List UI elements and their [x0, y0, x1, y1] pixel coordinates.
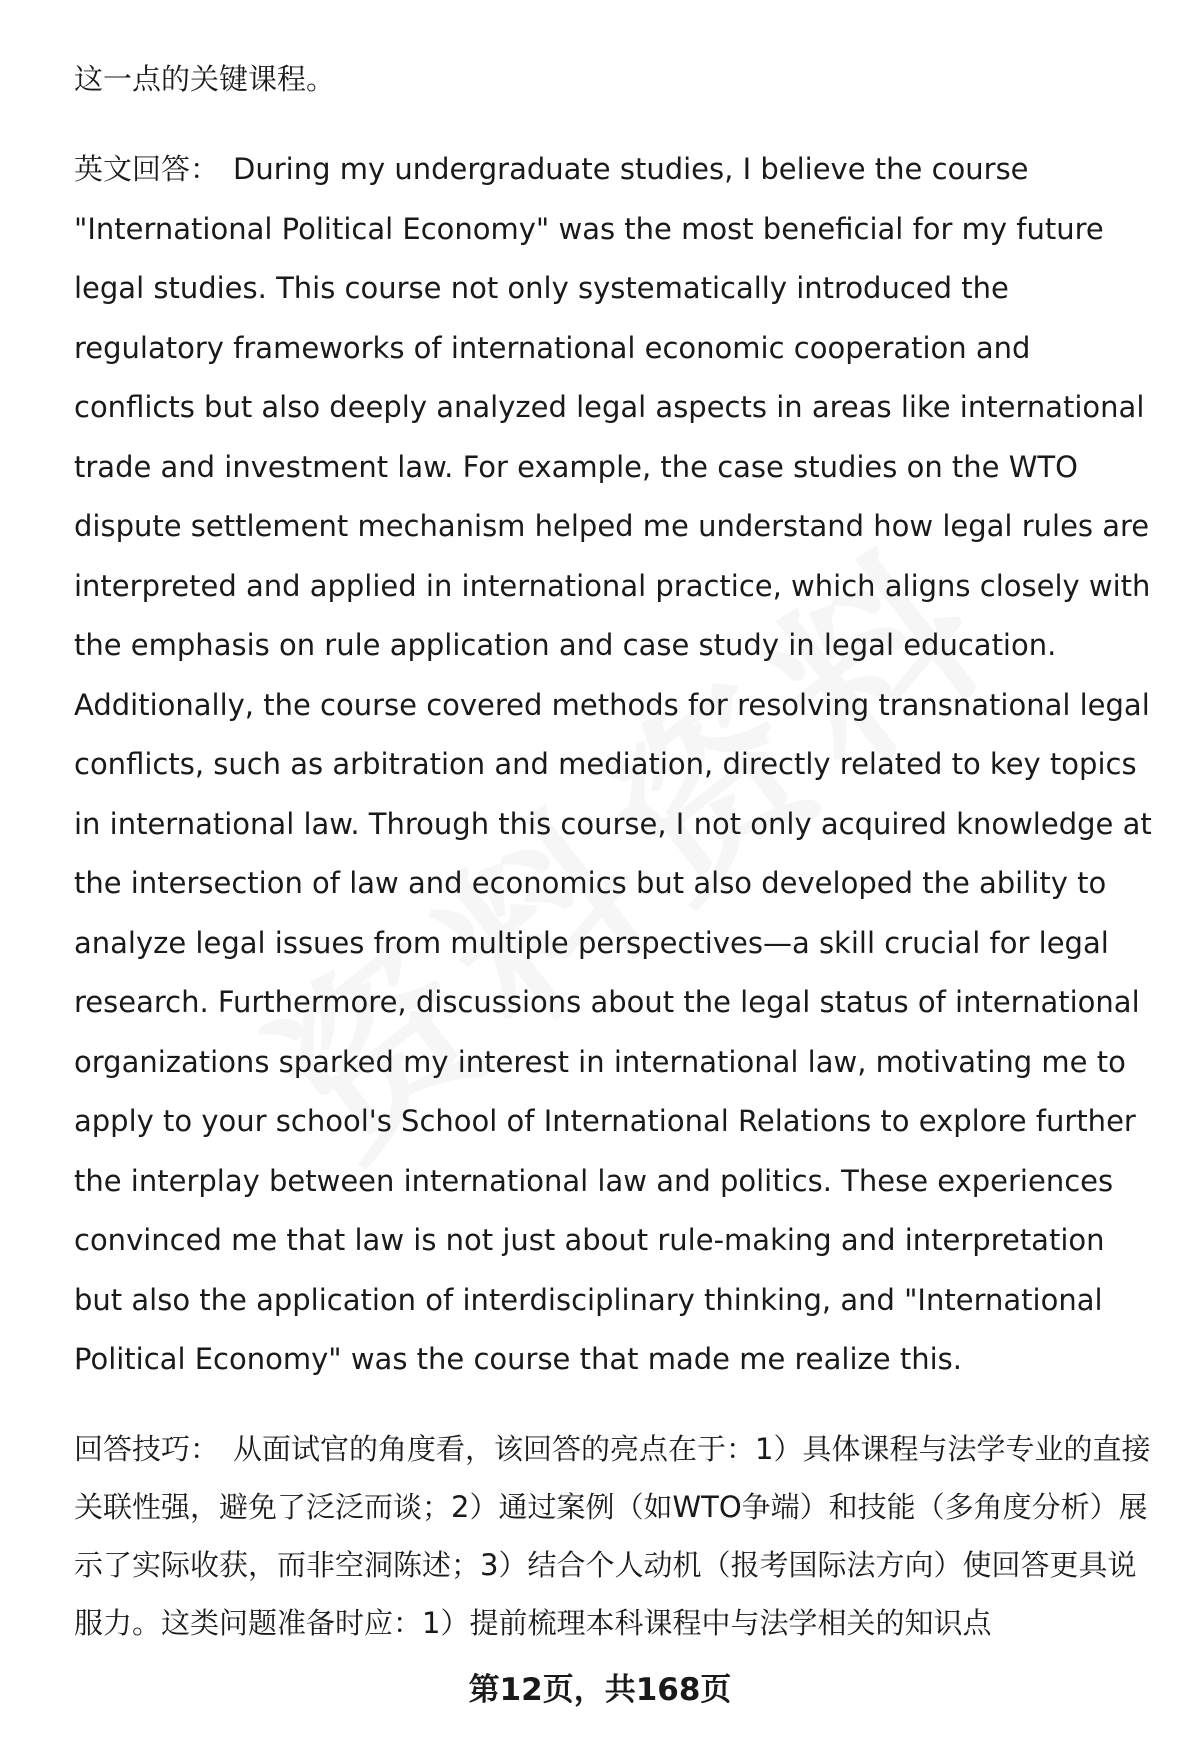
answer-tips-paragraph — [74, 1420, 1154, 1652]
page-number-footer: 第12页，共168页 — [468, 1672, 732, 1708]
answer-tips-label: 回答技巧： — [74, 1432, 220, 1466]
english-answer-label: 英文回答： — [74, 152, 220, 186]
answer-tips-text: 从面试官的角度看，该回答的亮点在于：1）具体课程与法学专业的直接关联性强，避免了泛泛而谈；2）通过案例（如WTO争端）和技能（多角度分析）展示了实际收获，而非空洞陈述；3）结合个人动机（报考国际法方向）使回答更具说服力。这类问题准备时应：1）提前梳理本科课程中与法学相关的知识点 — [74, 1432, 1151, 1640]
english-answer-paragraph — [74, 140, 1154, 1390]
intro-line: 这一点的关键课程。 — [74, 62, 336, 96]
english-answer-text: During my undergraduate studies, I believe the course "International Political Economy" was the most beneficial for my future legal studies. This course not only systematically introduced the regulatory frameworks of international economic cooperation and conflicts but also deeply analyzed legal aspects in areas like international trade and investment law. For example, the case studies on the WTO dispute settlement mechanism helped me understand how legal rules are interpreted and applied in international practice, which aligns closely with the emphasis on rule application and case study in legal education. Additionally, the course covered methods for resolving transnational legal conflicts, such as arbitration and mediation, directly related to key topics in international law. Through this course, I not only acquired knowledge at the intersection of law and economics but also developed the ability to analyze legal issues from multiple perspectives—a skill crucial for legal research. Furthermore, discussions about the legal status of international organizations sparked my interest in international law, motivating me to apply to your school's School of International Relations to explore further the interplay between international law and politics. These experiences convinced me that law is not just about rule-making and interpretation but also the application of interdisciplinary thinking, and "International Political Economy" was the course that made me realize this. — [74, 152, 1152, 1376]
